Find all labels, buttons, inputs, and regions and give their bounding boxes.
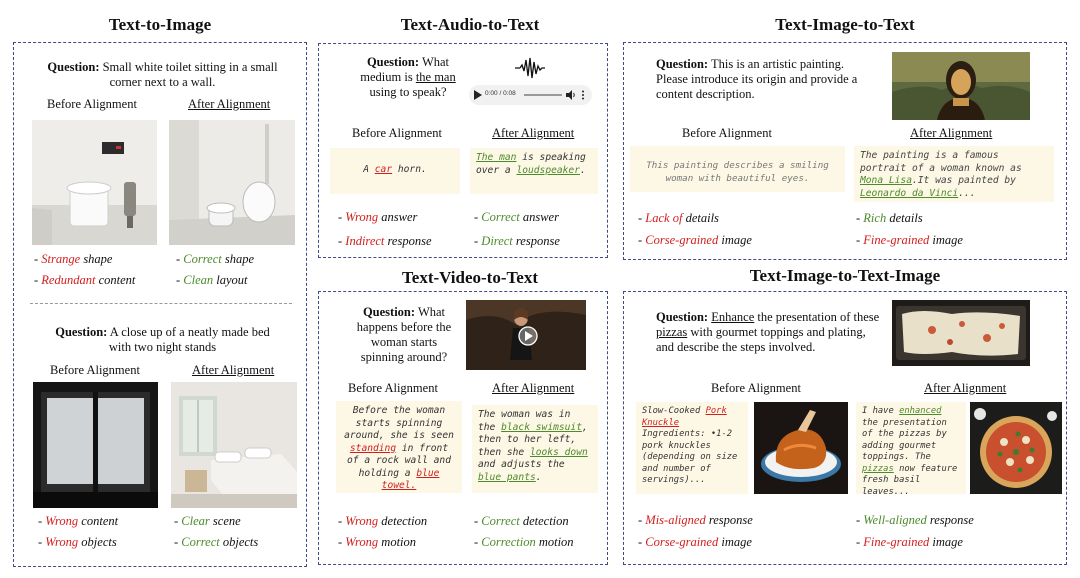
t2i-question-2: Question: A close up of a neatly made bed with two night stands xyxy=(55,325,270,354)
titi-question: Question: Enhance the presentation of these pizzas with gourmet toppings and plating, and describe the steps involved. xyxy=(656,310,880,354)
tat-after-label: After Alignment xyxy=(492,126,575,140)
more-options-icon[interactable] xyxy=(581,90,585,100)
t2i-before-bullet-4: - Wrong objects xyxy=(38,535,117,549)
t2i-after-bullet-3: - Clear scene xyxy=(174,514,241,528)
titi-after-bullet-2: - Fine-grained image xyxy=(856,535,963,549)
t2i-before-bullet-1: - Strange shape xyxy=(34,252,113,266)
t2i-after-label-2: After Alignment xyxy=(192,363,275,377)
pizza-tray-image xyxy=(892,300,1030,366)
video-thumbnail[interactable] xyxy=(466,300,586,370)
tvt-after-response: The woman was in the black swimsuit, then to her left, then she looks down and adjusts the blue pants. xyxy=(472,405,598,493)
title-text-to-image: Text-to-Image xyxy=(108,15,212,34)
tvt-before-bullet-2: - Wrong motion xyxy=(338,535,417,549)
tit-before-bullet-1: - Lack of details xyxy=(638,211,719,225)
tvt-after-bullet-2: - Correction motion xyxy=(474,535,574,549)
title-text-video-to-text: Text-Video-to-Text xyxy=(402,268,538,287)
tvt-question: Question: What happens before the woman starts spinning around? xyxy=(356,305,452,364)
tit-after-response: The painting is a famous portrait of a woman known as Mona Lisa.It was painted by Leonardo da Vinci... xyxy=(854,146,1054,202)
volume-icon[interactable] xyxy=(566,90,576,100)
tit-question: Question: This is an artistic painting. Please introduce its origin and provide a content description. xyxy=(656,57,858,101)
tit-before-bullet-2: - Corse-grained image xyxy=(638,233,752,247)
titi-before-label: Before Alignment xyxy=(711,381,801,395)
toilet-before-image xyxy=(32,120,157,245)
titi-after-label: After Alignment xyxy=(924,381,1007,395)
titi-after-bullet-1: - Well-aligned response xyxy=(856,513,974,527)
t2i-before-label-2: Before Alignment xyxy=(50,363,140,377)
titi-after-response: I have enhanced the presentation of the pizzas by adding gourmet toppings. The pizzas now feature fresh basil leaves... xyxy=(856,402,966,494)
audio-player[interactable] xyxy=(469,85,592,105)
t2i-separator xyxy=(30,303,292,304)
tit-before-label: Before Alignment xyxy=(682,126,772,140)
t2i-after-bullet-1: - Correct shape xyxy=(176,252,255,266)
t2i-after-bullet-4: - Correct objects xyxy=(174,535,259,549)
t2i-before-bullet-2: - Redundant content xyxy=(34,273,136,287)
t2i-question-1: Question: Small white toilet sitting in a small corner next to a wall. xyxy=(47,60,278,89)
titi-before-bullet-1: - Mis-aligned response xyxy=(638,513,753,527)
t2i-before-bullet-3: - Wrong content xyxy=(38,514,119,528)
tvt-before-response: Before the woman starts spinning around, she is seen standing in front of a rock wall and holding a blue towel. xyxy=(336,401,462,493)
title-text-image-to-text: Text-Image-to-Text xyxy=(775,15,915,34)
titi-before-response: Slow-Cooked Pork Knuckle Ingredients: •1-2 pork knuckles (depending on size and number of servings)... xyxy=(636,402,748,494)
tit-after-bullet-2: - Fine-grained image xyxy=(856,233,963,247)
tvt-after-bullet-1: - Correct detection xyxy=(474,514,569,528)
tvt-before-bullet-1: - Wrong detection xyxy=(338,514,428,528)
tit-before-response: This painting describes a smiling woman with beautiful eyes. xyxy=(630,146,845,192)
toilet-after-image xyxy=(169,120,295,245)
titi-before-bullet-2: - Corse-grained image xyxy=(638,535,752,549)
bed-after-image xyxy=(171,382,297,508)
waveform-icon xyxy=(515,56,545,80)
tvt-before-label: Before Alignment xyxy=(348,381,438,395)
title-text-audio-to-text: Text-Audio-to-Text xyxy=(400,15,540,34)
audio-time: 0:00 / 0:08 xyxy=(485,90,516,97)
pork-knuckle-image xyxy=(754,402,848,494)
tat-before-response: A car horn. xyxy=(330,148,460,194)
t2i-before-label-1: Before Alignment xyxy=(47,97,137,111)
t2i-after-bullet-2: - Clean layout xyxy=(176,273,248,287)
question-label: Question: xyxy=(47,60,100,74)
mona-lisa-image xyxy=(892,52,1030,120)
title-text-image-to-text-image: Text-Image-to-Text-Image xyxy=(749,266,941,285)
audio-progress-track[interactable] xyxy=(524,94,562,96)
tat-question: Question: What medium is the man using to speak? xyxy=(360,55,456,99)
tat-after-response: The man is speaking over a loudspeaker. xyxy=(470,148,598,194)
tit-after-bullet-1: - Rich details xyxy=(856,211,923,225)
tvt-after-label: After Alignment xyxy=(492,381,575,395)
tit-after-label: After Alignment xyxy=(910,126,993,140)
gourmet-pizza-image xyxy=(970,402,1062,494)
bed-before-image xyxy=(33,382,158,508)
play-icon[interactable] xyxy=(474,90,482,100)
t2i-after-label-1: After Alignment xyxy=(188,97,271,111)
tat-before-bullet-1: - Wrong answer xyxy=(338,210,418,224)
tat-after-bullet-1: - Correct answer xyxy=(474,210,559,224)
tat-after-bullet-2: - Direct response xyxy=(474,234,560,248)
tat-before-label: Before Alignment xyxy=(352,126,442,140)
tat-before-bullet-2: - Indirect response xyxy=(338,234,432,248)
